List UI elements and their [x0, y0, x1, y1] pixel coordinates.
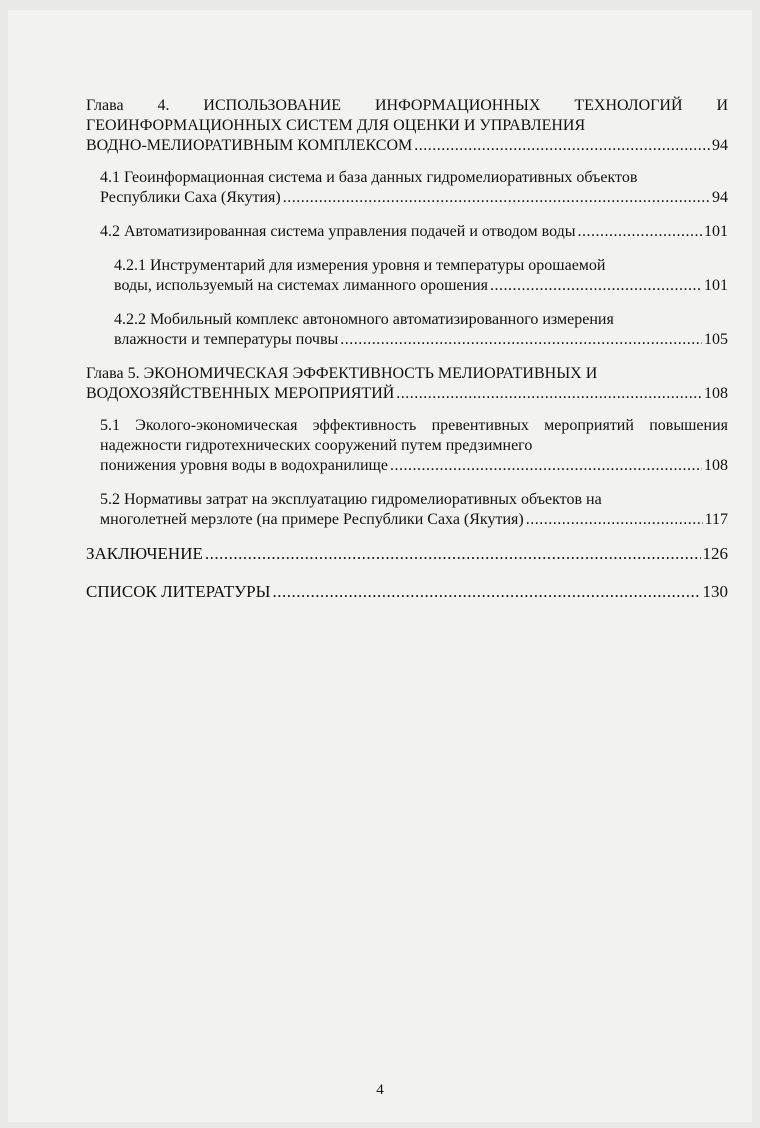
toc-entry-title-end: понижения уровня воды в водохранилище [100, 457, 388, 474]
toc-entry-5-1[interactable] [86, 416, 728, 476]
toc-entry-title-end: Республики Саха (Якутия) [100, 189, 281, 206]
dot-leader [390, 456, 702, 476]
toc-entry-chapter-4[interactable] [86, 96, 728, 156]
toc-entry-title-end: ВОДОХОЗЯЙСТВЕННЫХ МЕРОПРИЯТИЙ [86, 385, 395, 402]
toc-entry-title-end: СПИСОК ЛИТЕРАТУРЫ [86, 582, 271, 601]
toc-entry-title: 5.2 Нормативы затрат на эксплуатацию гидромелиоративных объектов на [100, 491, 602, 508]
toc-entry-title-end: 4.2 Автоматизированная система управления подачей и отводом воды [100, 223, 576, 240]
toc-page-number: 130 [702, 582, 728, 601]
dot-leader [526, 510, 703, 530]
page-number: 4 [376, 1082, 384, 1098]
toc-entry-title: 4.2.1 Инструментарий для измерения уровня и температуры орошаемой [114, 257, 606, 274]
toc-entry-chapter-5[interactable] [86, 364, 728, 404]
dot-leader [283, 188, 710, 208]
toc-entry-title: Глава 5. ЭКОНОМИЧЕСКАЯ ЭФФЕКТИВНОСТЬ МЕЛИОРАТИВНЫХ И [86, 365, 598, 382]
toc-page-number: 94 [712, 189, 728, 206]
toc-page-number: 101 [704, 277, 728, 294]
toc-entry-title: 4.1 Геоинформационная система и база данных гидромелиоративных объектов [100, 169, 638, 186]
dot-leader [272, 582, 700, 602]
toc-entry-title-end: влажности и температуры почвы [114, 331, 339, 348]
dot-leader [414, 136, 710, 156]
toc-entry-title-end: ВОДНО-МЕЛИОРАТИВНЫМ КОМПЛЕКСОМ [86, 137, 413, 154]
toc-entry-4-2[interactable] [86, 222, 728, 242]
toc-entry-4-2-2[interactable] [86, 310, 728, 350]
toc-entry-4-2-1[interactable] [86, 256, 728, 296]
toc-page-number: 105 [704, 331, 728, 348]
table-of-contents [86, 96, 728, 620]
toc-entry-title-end: ЗАКЛЮЧЕНИЕ [86, 544, 203, 563]
toc-page-number: 117 [704, 511, 728, 528]
document-page [8, 10, 752, 1122]
dot-leader [340, 330, 702, 350]
toc-entry-4-1[interactable] [86, 168, 728, 208]
toc-entry-title: Глава 4. ИСПОЛЬЗОВАНИЕ ИНФОРМАЦИОННЫХ ТЕХНОЛОГИЙ И ГЕОИНФОРМАЦИОННЫХ СИСТЕМ ДЛЯ ОЦЕНКИ И УПРАВЛЕНИЯ [86, 97, 728, 134]
toc-entry-conclusion[interactable] [86, 544, 728, 564]
toc-page-number: 94 [712, 137, 728, 154]
toc-page-number: 101 [704, 223, 728, 240]
toc-page-number: 126 [702, 544, 728, 563]
dot-leader [205, 544, 701, 564]
dot-leader [578, 222, 703, 242]
toc-entry-5-2[interactable] [86, 490, 728, 530]
toc-entry-references[interactable] [86, 582, 728, 602]
toc-entry-title-end: многолетней мерзлоте (на примере Республики Саха (Якутия) [100, 511, 524, 528]
dot-leader [396, 384, 702, 404]
toc-page-number: 108 [704, 385, 728, 402]
toc-entry-title-end: воды, используемый на системах лиманного орошения [114, 277, 488, 294]
toc-entry-title: 4.2.2 Мобильный комплекс автономного автоматизированного измерения [114, 311, 614, 328]
dot-leader [490, 276, 702, 296]
toc-entry-title: 5.1 Эколого-экономическая эффективность превентивных мероприятий повышения надежности гидротехнических сооружений путем предзимнего [100, 417, 728, 454]
toc-page-number: 108 [704, 457, 728, 474]
